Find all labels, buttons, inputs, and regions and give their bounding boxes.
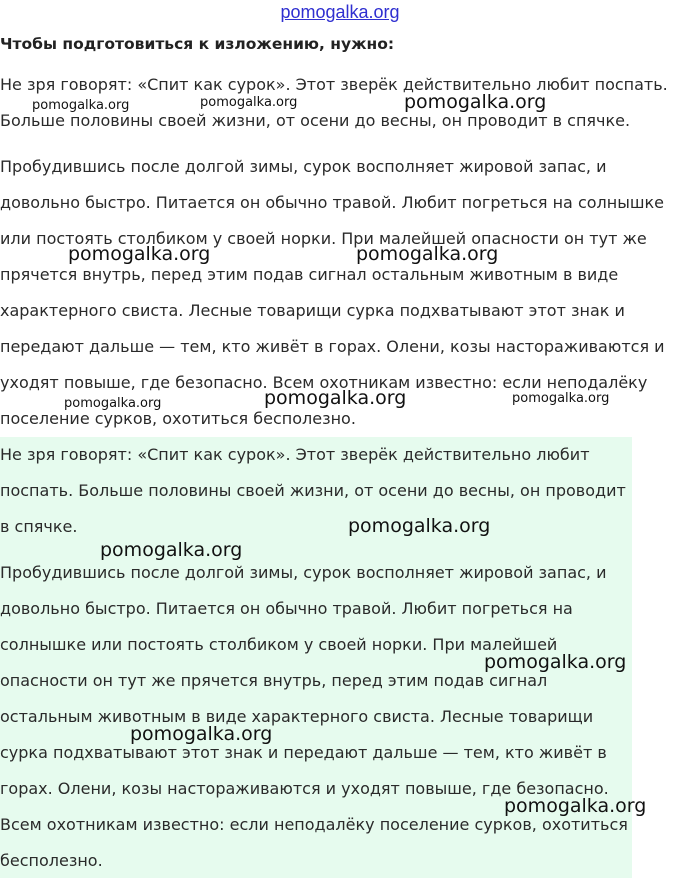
site-name[interactable]: pomogalka.org xyxy=(280,2,400,22)
site-header-link[interactable] xyxy=(0,2,680,23)
original-paragraph-1: Не зря говорят: «Спит как сурок». Этот зверёк действительно любит поспать. Больше половины своей жизни, от осени до весны, он проводит в спячке. xyxy=(0,75,668,130)
watermark: pomogalka.org xyxy=(264,387,407,409)
watermark: pomogalka.org xyxy=(512,391,610,406)
watermark: pomogalka.org xyxy=(404,91,547,113)
watermark: pomogalka.org xyxy=(32,98,130,113)
watermark: pomogalka.org xyxy=(64,396,162,411)
watermark: pomogalka.org xyxy=(504,795,647,817)
original-paragraph-2: Пробудившись после долгой зимы, сурок восполняет жировой запас, и довольно быстро. Питается он обычно травой. Любит погреться на солнышке или постоять столбиком у своей норки. При малейшей опасности он тут же прячется внутрь, перед этим подав сигнал остальным животным в виде характерного свиста. Лесные товарищи сурка подхватывают этот знак и передают дальше — тем, кто живёт в горах. Олени, козы настораживаются и уходят повыше, где безопасно. Всем охотникам известно: если неподалёку поселение сурков, охотиться бесполезно. xyxy=(0,157,665,428)
watermark: pomogalka.org xyxy=(100,539,243,561)
watermark: pomogalka.org xyxy=(484,651,627,673)
answer-paragraph-2: Пробудившись после долгой зимы, сурок восполняет жировой запас, и довольно быстро. Питается он обычно травой. Любит погреться на солнышке или постоять столбиком у своей норки. При малейшей опасности он тут же прячется внутрь, перед этим подав сигнал остальным животным в виде характерного свиста. Лесные товарищи сурка подхватывают этот знак и передают дальше — тем, кто живёт в горах. Олени, козы настораживаются и уходят повыше, где безопасно. Всем охотникам известно: если неподалёку поселение сурков, охотиться бесполезно. xyxy=(0,563,628,870)
task-heading: Чтобы подготовиться к изложению, нужно: xyxy=(0,35,395,53)
watermark: pomogalka.org xyxy=(130,723,273,745)
watermark: pomogalka.org xyxy=(356,243,499,265)
watermark: pomogalka.org xyxy=(68,243,211,265)
watermark: pomogalka.org xyxy=(348,515,491,537)
watermark: pomogalka.org xyxy=(200,95,298,110)
answer-paragraph-1: Не зря говорят: «Спит как сурок». Этот зверёк действительно любит поспать. Больше половины своей жизни, от осени до весны, он проводит в спячке. xyxy=(0,445,626,536)
